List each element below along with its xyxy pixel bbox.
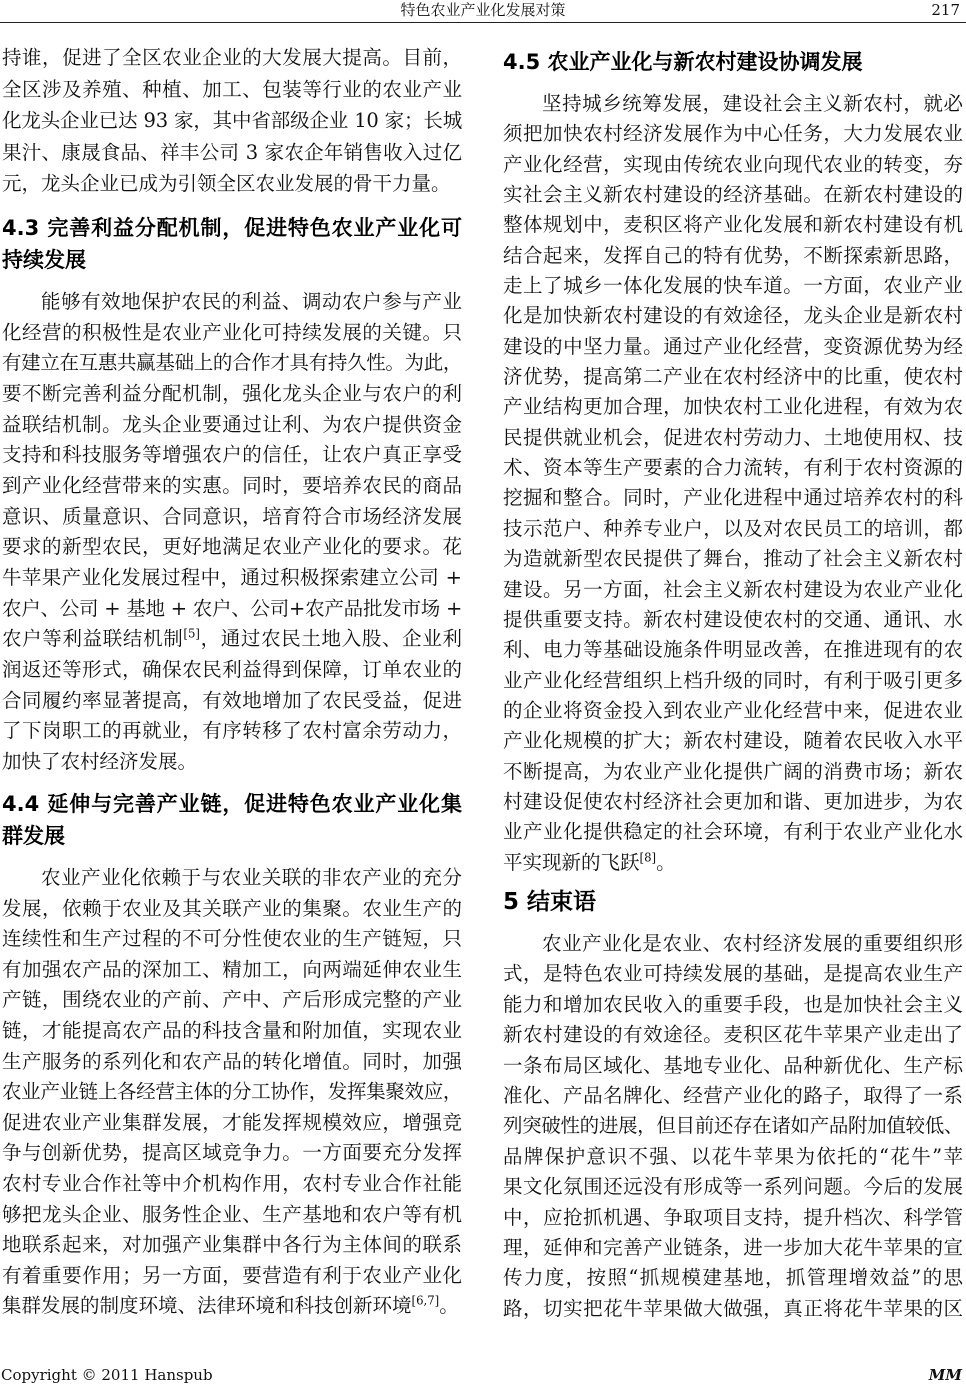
paragraph-4-3 <box>2 287 462 778</box>
text-line: 有建立在互惠共赢基础上的合作才具有持久性。为此， <box>2 351 462 375</box>
text-line: 中，应抢抓机遇、争取项目支持，提升档次、科学管 <box>503 1205 963 1229</box>
text-line: 产业化经营，实现由传统农业向现代农业的转变，夯 <box>503 152 963 176</box>
text-line: 利、电力等基础设施条件明显改善，在推进现有的农 <box>503 638 963 662</box>
running-header <box>0 0 966 23</box>
text-line: 了下岗职工的再就业，有序转移了农村富余劳动力， <box>2 719 462 743</box>
text-line: 产链，围绕农业的产前、产中、产后形成完整的产业 <box>2 988 462 1012</box>
text-line: 须把加快农村经济发展作为中心任务，大力发展农业 <box>503 122 963 146</box>
section-heading-4-4 <box>2 788 462 852</box>
page-footer <box>0 1366 966 1384</box>
text-line: 果汁、康晟食品、祥丰公司 3 家农企年销售收入过亿 <box>2 140 462 164</box>
text-line: 化经营的积极性是农业产业化可持续发展的关键。只 <box>2 320 462 344</box>
text-line: 村建设促使农村经济社会更加和谐、更加进步，为农 <box>503 789 963 813</box>
text-line: 地联系起来，对加强产业集群中各行为主体间的联系 <box>2 1233 462 1257</box>
text-line: 链，才能提高农产品的科技含量和附加值，实现农业 <box>2 1018 462 1042</box>
text-line: 式，是特色农业可持续发展的基础，是提高农业生产 <box>503 962 963 986</box>
text-line: 的企业将资金投入到农业产业化经营中来，促进农业 <box>503 698 963 722</box>
text-line: 要不断完善利益分配机制，强化龙头企业与农户的利 <box>2 381 462 405</box>
text-line: 传力度，按照“抓规模建基地，抓管理增效益”的思 <box>503 1266 963 1290</box>
section-heading-5 <box>503 885 963 919</box>
text-line: 农户等利益联结机制[5]，通过农民土地入股、企业利 <box>2 626 462 651</box>
text-line: 持谁，促进了全区农业企业的大发展大提高。目前， <box>2 46 462 69</box>
text-line: 结合起来，发挥自己的特有优势，不断探索新思路， <box>503 243 963 267</box>
text-line: 理，延伸和完善产业链条，进一步加大花牛苹果的宣 <box>503 1235 963 1259</box>
text-line: 争与创新优势，提高区域竞争力。一方面要充分发挥 <box>2 1141 462 1165</box>
text-line: 路，切实把花牛苹果做大做强，真正将花牛苹果的区 <box>503 1296 963 1320</box>
text-line: 农户、公司 + 基地 + 农户、公司+农产品批发市场 + <box>2 596 462 620</box>
paragraph-4-4 <box>2 863 462 1322</box>
text-line: 果文化氛围还远没有形成等一系列问题。今后的发展 <box>503 1175 963 1199</box>
text-line: 够把龙头企业、服务性企业、生产基地和农户等有机 <box>2 1202 462 1226</box>
text-line: 化是加快新农村建设的有效途径，龙头企业是新农村 <box>503 304 963 328</box>
text-line: 不断提高，为农业产业化提供广阔的消费市场；新农 <box>503 759 963 783</box>
text-line: 能力和增加农民收入的重要手段，也是加快社会主义 <box>503 992 963 1016</box>
citation-marker: [5] <box>183 626 200 641</box>
text-line: 能够有效地保护农民的利益、调动农户参与产业 <box>41 290 462 313</box>
text-line: 实社会主义新农村建设的经济基础。在新农村建设的 <box>503 183 963 207</box>
text-line: 农业产业链上各经营主体的分工协作，发挥集聚效应， <box>2 1080 462 1104</box>
text-line: 列突破性的进展，但目前还存在诸如产品附加值较低、 <box>503 1114 963 1138</box>
text-line: 农村专业合作社等中介机构作用，农村专业合作社能 <box>2 1171 462 1195</box>
text-line: 元，龙头企业已成为引领全区农业发展的骨干力量。 <box>2 172 451 195</box>
text-line: 益联结机制。龙头企业要通过让利、为农户提供资金 <box>2 412 462 436</box>
section-heading-4-5 <box>503 46 963 78</box>
text-line: 业产业化提供稳定的社会环境，有利于农业产业化水 <box>503 820 963 844</box>
text-line: 到产业化经营带来的实惠。同时，要培养农民的商品 <box>2 473 462 497</box>
text-line: 建设。另一方面，社会主义新农村建设为农业产业化 <box>503 577 963 601</box>
page-number: 217 <box>931 1 960 19</box>
text-line: 润返还等形式，确保农民利益得到保障，订单农业的 <box>2 657 462 681</box>
text-line: 术、资本等生产要素的合力流转，有利于农村资源的 <box>503 456 963 480</box>
text-line: 有加强农产品的深加工、精加工，向两端延伸农业生 <box>2 957 462 981</box>
text-line: 促进农业产业集群发展，才能发挥规模效应，增强竞 <box>2 1110 462 1134</box>
paragraph-5 <box>503 929 963 1324</box>
text-line: 整体规划中，麦积区将产业化发展和新农村建设有机 <box>503 213 963 237</box>
text-line: 平实现新的飞跃[8]。 <box>503 850 676 874</box>
text-line: 为造就新型农民提供了舞台，推动了社会主义新农村 <box>503 547 963 571</box>
text-line: 提供重要支持。新农村建设使农村的交通、通讯、水 <box>503 607 963 631</box>
text-line: 产业结构更加合理，加快农村工业化进程，有效为农 <box>503 395 963 419</box>
copyright-notice: Copyright © 2011 Hanspub <box>1 1366 213 1384</box>
text-line: 济优势，提高第二产业在农村经济中的比重，使农村 <box>503 365 963 389</box>
text-line: 挖掘和整合。同时，产业化进程中通过培养农村的科 <box>503 486 963 510</box>
heading-line: 持续发展 <box>2 248 86 272</box>
text-line: 全区涉及养殖、种植、加工、包装等行业的农业产业 <box>2 77 462 101</box>
text-line: 支持和科技服务等增强农户的信任，让农户真正享受 <box>2 443 462 467</box>
text-line: 加快了农村经济发展。 <box>2 749 198 773</box>
text-line: 生产服务的系列化和农产品的转化增值。同时，加强 <box>2 1049 462 1073</box>
citation-marker: [8] <box>639 850 657 865</box>
section-heading-4-3 <box>2 212 462 276</box>
text-line: 发展，依赖于农业及其关联产业的集聚。农业生产的 <box>2 896 462 920</box>
running-title: 特色农业产业化发展对策 <box>400 1 566 19</box>
text-line: 民提供就业机会，促进农村劳动力、土地使用权、技 <box>503 425 963 449</box>
text-line: 要求的新型农民，更好地满足农业产业化的要求。花 <box>2 535 462 559</box>
heading-line: 4.3 完善利益分配机制，促进特色农业产业化可 <box>2 216 462 240</box>
text-line: 集群发展的制度环境、法律环境和科技创新环境[6,7]。 <box>2 1293 459 1318</box>
text-line: 走上了城乡一体化发展的快车道。一方面，农业产业 <box>503 274 963 298</box>
text-line: 连续性和生产过程的不可分性使农业的生产链短，只 <box>2 927 462 951</box>
text-line: 农业产业化依赖于与农业关联的非农产业的充分 <box>41 866 462 889</box>
text-line: 牛苹果产业化发展过程中，通过积极探索建立公司 + <box>2 565 462 589</box>
text-line: 品牌保护意识不强、以花牛苹果为依托的“花牛”苹 <box>503 1144 963 1168</box>
text-line: 业产业化经营组织上档升级的同时，有利于吸引更多 <box>503 668 963 692</box>
heading-line: 5 结束语 <box>503 889 597 915</box>
citation-marker: [6,7] <box>411 1293 440 1308</box>
paragraph-continued <box>2 42 462 200</box>
heading-line: 4.5 农业产业化与新农村建设协调发展 <box>503 50 863 74</box>
text-line: 合同履约率显著提高，有效地增加了农民受益，促进 <box>2 688 462 712</box>
text-line: 农业产业化是农业、农村经济发展的重要组织形 <box>542 932 963 955</box>
text-line: 技示范户、种养专业户，以及对农民员工的培训，都 <box>503 516 963 540</box>
journal-abbreviation: MM <box>928 1366 962 1384</box>
heading-line: 4.4 延伸与完善产业链，促进特色农业产业化集 <box>2 792 462 816</box>
text-line: 新农村建设的有效途径。麦积区花牛苹果产业走出了 <box>503 1023 963 1047</box>
text-line: 有着重要作用；另一方面，要营造有利于农业产业化 <box>2 1263 462 1287</box>
paragraph-4-5 <box>503 89 963 878</box>
text-line: 意识、质量意识、合同意识，培育符合市场经济发展 <box>2 504 462 528</box>
text-line: 坚持城乡统筹发展，建设社会主义新农村，就必 <box>542 92 963 115</box>
heading-line: 群发展 <box>2 824 65 848</box>
text-line: 建设的中坚力量。通过产业化经营，变资源优势为经 <box>503 334 963 358</box>
text-line: 一条布局区域化、基地专业化、品种新优化、生产标 <box>503 1053 963 1077</box>
text-line: 产业化规模的扩大；新农村建设，随着农民收入水平 <box>503 729 963 753</box>
text-line: 准化、产品名牌化、经营产业化的路子，取得了一系 <box>503 1083 963 1107</box>
text-line: 化龙头企业已达 93 家，其中省部级企业 10 家；长城 <box>2 109 462 132</box>
